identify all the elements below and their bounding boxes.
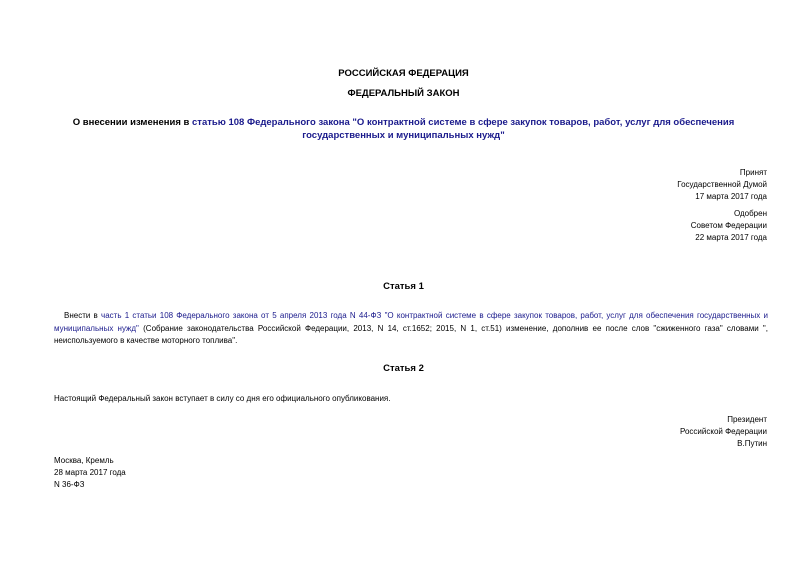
- signature-country: Российской Федерации: [680, 427, 767, 436]
- article-2-text: Настоящий Федеральный закон вступает в силу со дня его официального опубликования.: [54, 394, 391, 403]
- article-1-link[interactable]: часть 1 статьи 108 Федерального закона от 5 апреля 2013 года N 44-ФЗ "О контрактной системе в сфере закупок товаров, работ, услуг для обеспечения государственных и муниципальных нужд": [54, 311, 769, 333]
- signature-name: В.Путин: [737, 439, 767, 448]
- adoption-duma-block: [677, 167, 767, 203]
- footer-date: 28 марта 2017 года: [54, 468, 126, 477]
- article-1-text: [54, 310, 768, 348]
- title-prefix: О внесении изменения в: [72, 117, 193, 128]
- approved-label: Одобрен: [733, 209, 767, 218]
- document-title: [40, 117, 767, 142]
- accepted-label: Принят: [739, 168, 767, 177]
- adoption-council-block: [691, 208, 767, 244]
- signature-block: [680, 414, 767, 450]
- title-link[interactable]: статью 108 Федерального закона "О контрактной системе в сфере закупок товаров, работ, услуг для обеспечения государственных и муниципальных нужд": [192, 117, 735, 141]
- signature-position: Президент: [727, 415, 767, 424]
- accepted-by: Государственной Думой: [677, 180, 767, 189]
- article-1-heading: Статья 1: [383, 281, 424, 292]
- approved-date: 22 марта 2017 года: [695, 233, 767, 242]
- article-1-text-after: (Собрание законодательства Российской Федерации, 2013, N 14, ст.1652; 2015, N 1, ст.51) изменение, дополнив ее после слов "сжиженного газа" словами ", неиспользуемого в качестве моторного топлива".: [54, 323, 768, 345]
- footer-place: Москва, Кремль: [54, 456, 114, 465]
- article-2-heading: Статья 2: [383, 363, 424, 374]
- article-1-text-before: Внести в: [64, 311, 102, 320]
- approved-by: Советом Федерации: [690, 221, 767, 230]
- country-heading: РОССИЙСКАЯ ФЕДЕРАЦИЯ: [338, 68, 469, 79]
- document-type-heading: ФЕДЕРАЛЬНЫЙ ЗАКОН: [347, 88, 460, 99]
- footer-block: [54, 455, 126, 491]
- footer-number: N 36-ФЗ: [54, 480, 85, 489]
- accepted-date: 17 марта 2017 года: [695, 192, 767, 201]
